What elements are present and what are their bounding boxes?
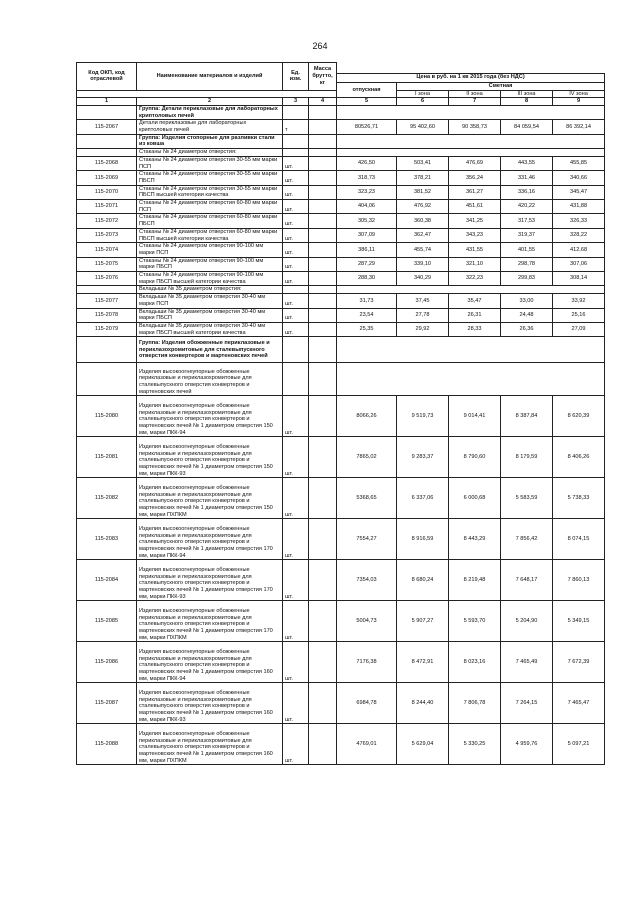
item-zone-3-price: 336,16 — [501, 185, 553, 199]
table-row — [77, 437, 605, 478]
table-row — [77, 185, 605, 199]
row-code-empty — [77, 134, 137, 148]
item-unit: шт. — [283, 171, 309, 185]
item-code: 115-2085 — [77, 601, 137, 642]
item-zone-4-price: 8 406,26 — [553, 437, 605, 478]
item-zone-2-price: 28,33 — [449, 323, 501, 337]
item-mass — [309, 156, 337, 170]
table-row — [77, 171, 605, 185]
group-title: Группа: Изделия обожженные периклазовые и периклазохромитовые для сталевыпускного отверстия конвертеров и мартеновских печей — [137, 337, 283, 363]
item-mass — [309, 478, 337, 519]
item-zone-3-price: 33,00 — [501, 294, 553, 308]
table-row — [77, 272, 605, 286]
item-zone-4-price: 7 860,13 — [553, 560, 605, 601]
row-prices-empty — [337, 363, 605, 396]
item-name: Стаканы № 24 диаметром отверстия 60-80 мм марки ПСП — [137, 200, 283, 214]
item-unit: шт. — [283, 437, 309, 478]
item-release-price: 404,06 — [337, 200, 397, 214]
group-title: Группа: Изделия стопорные для разливки стали из ковша — [137, 134, 283, 148]
item-mass — [309, 560, 337, 601]
item-zone-4-price: 86 392,14 — [553, 120, 605, 134]
item-release-price: 6984,78 — [337, 683, 397, 724]
item-zone-2-price: 361,27 — [449, 185, 501, 199]
header-mass: Масса брутто, кг — [309, 63, 337, 91]
table-row — [77, 478, 605, 519]
item-zone-2-price: 476,69 — [449, 156, 501, 170]
item-release-price: 31,73 — [337, 294, 397, 308]
item-zone-3-price: 401,55 — [501, 243, 553, 257]
column-number-row — [77, 98, 605, 106]
item-code: 115-2073 — [77, 228, 137, 242]
item-name: Стаканы № 24 диаметром отверстия 90-100 мм марки ПСП — [137, 243, 283, 257]
item-name: Изделия высокоогнеупорные обожженные периклазовые и периклазохромитовые для сталевыпускного отверстия конвертеров и мартеновских печей № 1 диаметром отверстия 170 мм, марки ПХПКМ — [137, 601, 283, 642]
item-zone-4-price: 8 620,39 — [553, 396, 605, 437]
table-row — [77, 519, 605, 560]
item-code: 115-2082 — [77, 478, 137, 519]
header-estimate: Сметная — [397, 82, 605, 90]
table-row — [77, 683, 605, 724]
item-unit: шт. — [283, 214, 309, 228]
item-mass — [309, 437, 337, 478]
row-unit-empty — [283, 337, 309, 363]
table-row — [77, 243, 605, 257]
subgroup-row — [77, 363, 605, 396]
item-code: 115-2070 — [77, 185, 137, 199]
item-zone-2-price: 35,47 — [449, 294, 501, 308]
item-release-price: 386,11 — [337, 243, 397, 257]
item-unit: шт. — [283, 228, 309, 242]
table-row — [77, 214, 605, 228]
item-release-price: 323,23 — [337, 185, 397, 199]
item-mass — [309, 323, 337, 337]
item-zone-4-price: 7 672,39 — [553, 642, 605, 683]
col-num-6: 6 — [397, 98, 449, 106]
item-release-price: 305,32 — [337, 214, 397, 228]
item-zone-4-price: 5 097,21 — [553, 724, 605, 765]
row-unit-empty — [283, 149, 309, 157]
row-mass-empty — [309, 134, 337, 148]
item-release-price: 318,73 — [337, 171, 397, 185]
item-zone-1-price: 9 519,73 — [397, 396, 449, 437]
item-zone-4-price: 455,85 — [553, 156, 605, 170]
row-unit-empty — [283, 286, 309, 294]
item-zone-2-price: 356,24 — [449, 171, 501, 185]
item-zone-1-price: 340,29 — [397, 272, 449, 286]
table-row — [77, 156, 605, 170]
header-price-title: Цена в руб. на 1 кв 2015 года (без НДС) — [337, 73, 605, 82]
item-name: Стаканы № 24 диаметром отверстия 30-55 мм марки ПБСП высшей категории качества — [137, 185, 283, 199]
col-num-2: 2 — [137, 98, 283, 106]
table-row — [77, 200, 605, 214]
item-zone-4-price: 5 738,33 — [553, 478, 605, 519]
item-code: 115-2068 — [77, 156, 137, 170]
item-unit: шт. — [283, 601, 309, 642]
item-zone-2-price: 9 014,41 — [449, 396, 501, 437]
item-zone-2-price: 322,23 — [449, 272, 501, 286]
row-code-empty — [77, 105, 137, 119]
header-release: отпускная — [337, 82, 397, 98]
item-code: 115-2071 — [77, 200, 137, 214]
row-prices-empty — [337, 105, 605, 119]
row-mass-empty — [309, 286, 337, 294]
item-zone-1-price: 8 244,40 — [397, 683, 449, 724]
item-zone-3-price: 299,83 — [501, 272, 553, 286]
item-zone-3-price: 5 583,59 — [501, 478, 553, 519]
item-mass — [309, 519, 337, 560]
item-zone-2-price: 8 443,29 — [449, 519, 501, 560]
header-zone-3: III зона — [501, 90, 553, 98]
subgroup-row — [77, 286, 605, 294]
item-zone-1-price: 5 629,04 — [397, 724, 449, 765]
item-zone-4-price: 307,06 — [553, 257, 605, 271]
item-zone-3-price: 8 179,59 — [501, 437, 553, 478]
item-code: 115-2077 — [77, 294, 137, 308]
group-row — [77, 105, 605, 119]
item-zone-3-price: 84 059,54 — [501, 120, 553, 134]
table-row — [77, 601, 605, 642]
header-spacer — [337, 63, 605, 74]
item-zone-2-price: 451,61 — [449, 200, 501, 214]
item-name: Изделия высокоогнеупорные обожженные периклазовые и периклазохромитовые для сталевыпускного отверстия конвертеров и мартеновских печей № 1 диаметром отверстия 160 мм, марки ПКК-94 — [137, 642, 283, 683]
item-release-price: 7554,27 — [337, 519, 397, 560]
row-code-empty — [77, 286, 137, 294]
item-name: Детали периклазовые для лабораторных криптоловых печей — [137, 120, 283, 134]
item-zone-2-price: 6 000,68 — [449, 478, 501, 519]
item-unit: т — [283, 120, 309, 134]
item-zone-4-price: 345,47 — [553, 185, 605, 199]
item-zone-3-price: 26,36 — [501, 323, 553, 337]
col-num-5: 5 — [337, 98, 397, 106]
item-release-price: 307,09 — [337, 228, 397, 242]
item-release-price: 288,30 — [337, 272, 397, 286]
item-code: 115-2080 — [77, 396, 137, 437]
item-zone-3-price: 7 465,49 — [501, 642, 553, 683]
item-code: 115-2086 — [77, 642, 137, 683]
item-zone-2-price: 321,10 — [449, 257, 501, 271]
item-release-price: 5368,65 — [337, 478, 397, 519]
item-mass — [309, 683, 337, 724]
subgroup-title: Изделия высокоогнеупорные обожженные периклазовые и периклазохромитовые для сталевыпускного отверстия конвертеров и мартеновских печей — [137, 363, 283, 396]
item-unit: шт. — [283, 396, 309, 437]
item-zone-1-price: 37,45 — [397, 294, 449, 308]
item-zone-3-price: 7 264,15 — [501, 683, 553, 724]
item-unit: шт. — [283, 683, 309, 724]
item-zone-1-price: 5 907,27 — [397, 601, 449, 642]
item-zone-2-price: 26,31 — [449, 308, 501, 322]
item-code: 115-2074 — [77, 243, 137, 257]
item-zone-1-price: 455,74 — [397, 243, 449, 257]
item-code: 115-2069 — [77, 171, 137, 185]
item-release-price: 23,54 — [337, 308, 397, 322]
item-zone-4-price: 7 465,47 — [553, 683, 605, 724]
item-zone-3-price: 298,78 — [501, 257, 553, 271]
row-mass-empty — [309, 105, 337, 119]
item-zone-4-price: 412,68 — [553, 243, 605, 257]
item-unit: шт. — [283, 294, 309, 308]
header-name: Наименование материалов и изделий — [137, 63, 283, 91]
row-code-empty — [77, 149, 137, 157]
item-zone-3-price: 420,22 — [501, 200, 553, 214]
item-zone-3-price: 24,48 — [501, 308, 553, 322]
item-zone-1-price: 339,10 — [397, 257, 449, 271]
item-name: Стаканы № 24 диаметром отверстия 90-100 мм марки ПБСП — [137, 257, 283, 271]
table-row — [77, 642, 605, 683]
row-unit-empty — [283, 134, 309, 148]
row-mass-empty — [309, 337, 337, 363]
item-name: Изделия высокоогнеупорные обожженные периклазовые и периклазохромитовые для сталевыпускного отверстия конвертеров и мартеновских печей № 1 диаметром отверстия 160 мм, марки ПХПКМ — [137, 724, 283, 765]
group-row — [77, 134, 605, 148]
item-mass — [309, 724, 337, 765]
table-row — [77, 308, 605, 322]
item-unit: шт. — [283, 308, 309, 322]
item-zone-3-price: 5 204,90 — [501, 601, 553, 642]
item-unit: шт. — [283, 156, 309, 170]
item-name: Стаканы № 24 диаметром отверстия 30-55 мм марки ПБСП — [137, 171, 283, 185]
item-release-price: 426,50 — [337, 156, 397, 170]
group-title: Группа: Детали периклазовые для лабораторных криптоловых печей — [137, 105, 283, 119]
item-unit: шт. — [283, 200, 309, 214]
item-name: Изделия высокоогнеупорные обожженные периклазовые и периклазохромитовые для сталевыпускного отверстия конвертеров и мартеновских печей № 1 диаметром отверстия 170 мм, марки ПКК-93 — [137, 560, 283, 601]
item-zone-2-price: 5 593,70 — [449, 601, 501, 642]
row-unit-empty — [283, 363, 309, 396]
item-zone-2-price: 7 806,78 — [449, 683, 501, 724]
item-name: Стаканы № 24 диаметром отверстия 90-100 мм марки ПБСП высшей категории качества — [137, 272, 283, 286]
item-zone-1-price: 6 337,06 — [397, 478, 449, 519]
item-zone-1-price: 476,92 — [397, 200, 449, 214]
header-zone-4: IV зона — [553, 90, 605, 98]
item-zone-1-price: 362,47 — [397, 228, 449, 242]
item-zone-2-price: 341,25 — [449, 214, 501, 228]
item-zone-3-price: 7 856,42 — [501, 519, 553, 560]
item-zone-4-price: 326,33 — [553, 214, 605, 228]
item-zone-1-price: 9 283,37 — [397, 437, 449, 478]
item-unit: шт. — [283, 243, 309, 257]
header-zone-2: II зона — [449, 90, 501, 98]
item-zone-2-price: 343,23 — [449, 228, 501, 242]
item-zone-1-price: 503,41 — [397, 156, 449, 170]
group-row — [77, 337, 605, 363]
header-zone-1: I зона — [397, 90, 449, 98]
item-mass — [309, 243, 337, 257]
item-zone-1-price: 381,52 — [397, 185, 449, 199]
item-unit: шт. — [283, 323, 309, 337]
item-zone-1-price: 8 680,24 — [397, 560, 449, 601]
item-zone-3-price: 319,37 — [501, 228, 553, 242]
item-mass — [309, 228, 337, 242]
item-zone-2-price: 8 023,16 — [449, 642, 501, 683]
table-row — [77, 294, 605, 308]
item-zone-4-price: 5 349,15 — [553, 601, 605, 642]
item-name: Стаканы № 24 диаметром отверстия 60-80 мм марки ПБСП высшей категории качества — [137, 228, 283, 242]
subgroup-row — [77, 149, 605, 157]
item-name: Изделия высокоогнеупорные обожженные периклазовые и периклазохромитовые для сталевыпускного отверстия конвертеров и мартеновских печей № 1 диаметром отверстия 150 мм, марки ПКК-94 — [137, 396, 283, 437]
table-row — [77, 724, 605, 765]
item-unit: шт. — [283, 257, 309, 271]
item-zone-4-price: 8 074,15 — [553, 519, 605, 560]
item-code: 115-2088 — [77, 724, 137, 765]
item-mass — [309, 396, 337, 437]
item-mass — [309, 642, 337, 683]
item-mass — [309, 214, 337, 228]
table-row — [77, 323, 605, 337]
subgroup-title: Вкладыши № 35 диаметром отверстия: — [137, 286, 283, 294]
item-unit: шт. — [283, 272, 309, 286]
row-prices-empty — [337, 286, 605, 294]
item-zone-3-price: 7 648,17 — [501, 560, 553, 601]
item-name: Изделия высокоогнеупорные обожженные периклазовые и периклазохромитовые для сталевыпускного отверстия конвертеров и мартеновских печей № 1 диаметром отверстия 150 мм, марки ПХПКМ — [137, 478, 283, 519]
item-zone-1-price: 95 402,60 — [397, 120, 449, 134]
item-name: Стаканы № 24 диаметром отверстия 60-80 мм марки ПБСП — [137, 214, 283, 228]
page-number: 264 — [312, 41, 328, 51]
row-prices-empty — [337, 134, 605, 148]
item-zone-3-price: 317,53 — [501, 214, 553, 228]
item-release-price: 5004,73 — [337, 601, 397, 642]
item-code: 115-2084 — [77, 560, 137, 601]
table-row — [77, 560, 605, 601]
item-release-price: 7176,38 — [337, 642, 397, 683]
row-mass-empty — [309, 363, 337, 396]
item-unit: шт. — [283, 478, 309, 519]
item-unit: шт. — [283, 519, 309, 560]
item-unit: шт. — [283, 560, 309, 601]
row-prices-empty — [337, 337, 605, 363]
item-zone-1-price: 360,38 — [397, 214, 449, 228]
item-mass — [309, 171, 337, 185]
item-code: 115-2072 — [77, 214, 137, 228]
table-row — [77, 396, 605, 437]
item-name: Изделия высокоогнеупорные обожженные периклазовые и периклазохромитовые для сталевыпускного отверстия конвертеров и мартеновских печей № 1 диаметром отверстия 160 мм, марки ПКК-93 — [137, 683, 283, 724]
item-zone-4-price: 328,22 — [553, 228, 605, 242]
item-mass — [309, 272, 337, 286]
subgroup-title: Стаканы № 24 диаметром отверстия: — [137, 149, 283, 157]
item-zone-2-price: 5 330,25 — [449, 724, 501, 765]
item-zone-2-price: 90 358,73 — [449, 120, 501, 134]
item-zone-1-price: 8 472,91 — [397, 642, 449, 683]
item-release-price: 4769,01 — [337, 724, 397, 765]
item-zone-4-price: 33,92 — [553, 294, 605, 308]
item-zone-2-price: 8 219,48 — [449, 560, 501, 601]
item-mass — [309, 120, 337, 134]
item-mass — [309, 200, 337, 214]
item-mass — [309, 294, 337, 308]
item-zone-3-price: 4 959,76 — [501, 724, 553, 765]
item-unit: шт. — [283, 724, 309, 765]
row-prices-empty — [337, 149, 605, 157]
item-zone-4-price: 340,66 — [553, 171, 605, 185]
item-zone-1-price: 8 916,59 — [397, 519, 449, 560]
item-release-price: 7354,03 — [337, 560, 397, 601]
row-code-empty — [77, 363, 137, 396]
item-mass — [309, 185, 337, 199]
item-mass — [309, 257, 337, 271]
item-zone-3-price: 331,46 — [501, 171, 553, 185]
col-num-9: 9 — [553, 98, 605, 106]
item-zone-4-price: 25,16 — [553, 308, 605, 322]
item-release-price: 8066,26 — [337, 396, 397, 437]
col-num-3: 3 — [283, 98, 309, 106]
item-name: Вкладыши № 35 диаметром отверстия 30-40 мм марки ПБСП высшей категории качества — [137, 323, 283, 337]
col-num-1: 1 — [77, 98, 137, 106]
table-row — [77, 257, 605, 271]
item-zone-1-price: 27,78 — [397, 308, 449, 322]
item-zone-4-price: 431,88 — [553, 200, 605, 214]
header-code: Код ОКП, код отраслевой — [77, 63, 137, 91]
col-num-8: 8 — [501, 98, 553, 106]
item-mass — [309, 601, 337, 642]
item-name: Стаканы № 24 диаметром отверстия 30-55 мм марки ПСП — [137, 156, 283, 170]
item-release-price: 80526,71 — [337, 120, 397, 134]
item-name: Вкладыши № 35 диаметром отверстия 30-40 мм марки ПБСП — [137, 308, 283, 322]
item-release-price: 7865,02 — [337, 437, 397, 478]
header-unit: Ед. изм. — [283, 63, 309, 91]
item-code: 115-2075 — [77, 257, 137, 271]
price-table — [76, 62, 605, 765]
item-name: Вкладыши № 35 диаметром отверстия 30-40 мм марки ПСП — [137, 294, 283, 308]
item-name: Изделия высокоогнеупорные обожженные периклазовые и периклазохромитовые для сталевыпускного отверстия конвертеров и мартеновских печей № 1 диаметром отверстия 150 мм, марки ПКК-93 — [137, 437, 283, 478]
item-release-price: 25,35 — [337, 323, 397, 337]
item-zone-1-price: 29,92 — [397, 323, 449, 337]
row-mass-empty — [309, 149, 337, 157]
row-code-empty — [77, 337, 137, 363]
item-code: 115-2067 — [77, 120, 137, 134]
item-zone-4-price: 27,09 — [553, 323, 605, 337]
item-zone-3-price: 443,55 — [501, 156, 553, 170]
item-release-price: 287,29 — [337, 257, 397, 271]
col-num-4: 4 — [309, 98, 337, 106]
item-zone-4-price: 308,14 — [553, 272, 605, 286]
item-zone-1-price: 378,21 — [397, 171, 449, 185]
item-zone-3-price: 8 387,84 — [501, 396, 553, 437]
item-unit: шт. — [283, 642, 309, 683]
col-num-7: 7 — [449, 98, 501, 106]
item-code: 115-2081 — [77, 437, 137, 478]
header-code-gap — [77, 90, 337, 98]
item-zone-2-price: 8 790,60 — [449, 437, 501, 478]
table-row — [77, 120, 605, 134]
row-unit-empty — [283, 105, 309, 119]
item-code: 115-2078 — [77, 308, 137, 322]
item-code: 115-2083 — [77, 519, 137, 560]
item-mass — [309, 308, 337, 322]
item-code: 115-2076 — [77, 272, 137, 286]
item-zone-2-price: 431,55 — [449, 243, 501, 257]
item-unit: шт. — [283, 185, 309, 199]
item-code: 115-2087 — [77, 683, 137, 724]
item-name: Изделия высокоогнеупорные обожженные периклазовые и периклазохромитовые для сталевыпускного отверстия конвертеров и мартеновских печей № 1 диаметром отверстия 170 мм, марки ПКК-94 — [137, 519, 283, 560]
table-row — [77, 228, 605, 242]
item-code: 115-2079 — [77, 323, 137, 337]
